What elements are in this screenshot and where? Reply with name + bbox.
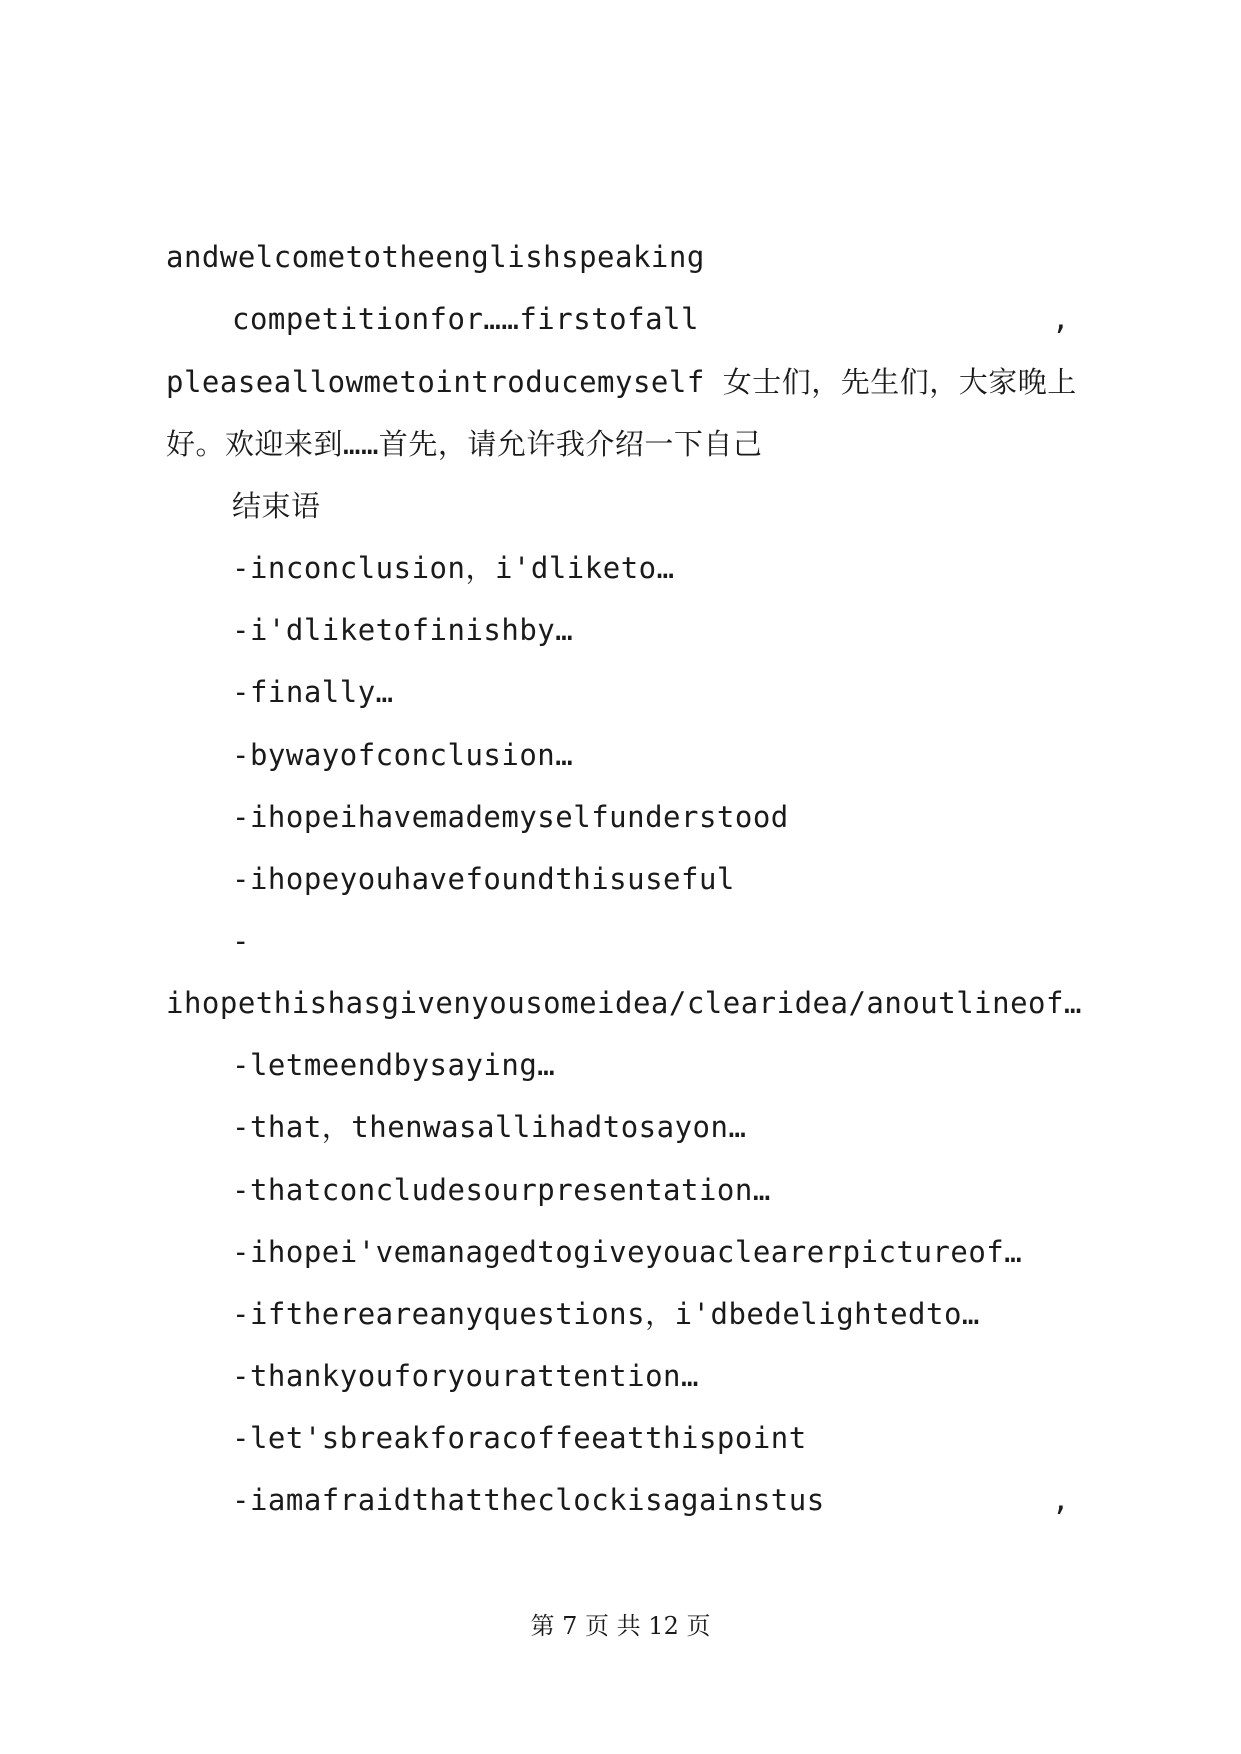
list-item: -finally…: [232, 675, 394, 709]
list-item: -iamafraidthattheclockisagainstus: [232, 1483, 825, 1517]
list-item: -thatconcludesourpresentation…: [232, 1173, 771, 1207]
list-item: -: [232, 924, 250, 958]
text-line: pleaseallowmetointroducemyself 女士们，先生们，大家晚上: [166, 365, 1077, 399]
list-item: -ihopeyouhavefoundthisuseful: [232, 862, 735, 896]
text-line: andwelcometotheenglishspeaking: [166, 240, 705, 274]
list-item: -i'dliketofinishby…: [232, 613, 574, 647]
text-line: competitionfor……firstofall: [232, 302, 699, 336]
list-item: -inconclusion，i'dliketo…: [232, 551, 675, 585]
text-punctuation: ,: [1052, 1483, 1070, 1517]
text-line: ihopethishasgivenyousomeidea/clearidea/anoutlineof…: [166, 986, 1082, 1020]
section-heading: 结束语: [232, 489, 321, 523]
list-item: -thankyouforyourattention…: [232, 1359, 699, 1393]
page-footer: 第 7 页 共 12 页: [530, 1612, 711, 1640]
text-punctuation: ,: [1052, 302, 1070, 336]
list-item: -ifthereareanyquestions，i'dbedelightedto…: [232, 1297, 980, 1331]
text-line: 好。欢迎来到……首先，请允许我介绍一下自己: [166, 427, 763, 461]
list-item: -let'sbreakforacoffeeatthispoint: [232, 1421, 807, 1455]
list-item: -ihopeihavemademyselfunderstood: [232, 800, 789, 834]
list-item: -that，thenwasallihadtosayon…: [232, 1110, 747, 1144]
list-item: -ihopei'vemanagedtogiveyouaclearerpictureof…: [232, 1235, 1023, 1269]
list-item: -bywayofconclusion…: [232, 738, 574, 772]
list-item: -letmeendbysaying…: [232, 1048, 556, 1082]
